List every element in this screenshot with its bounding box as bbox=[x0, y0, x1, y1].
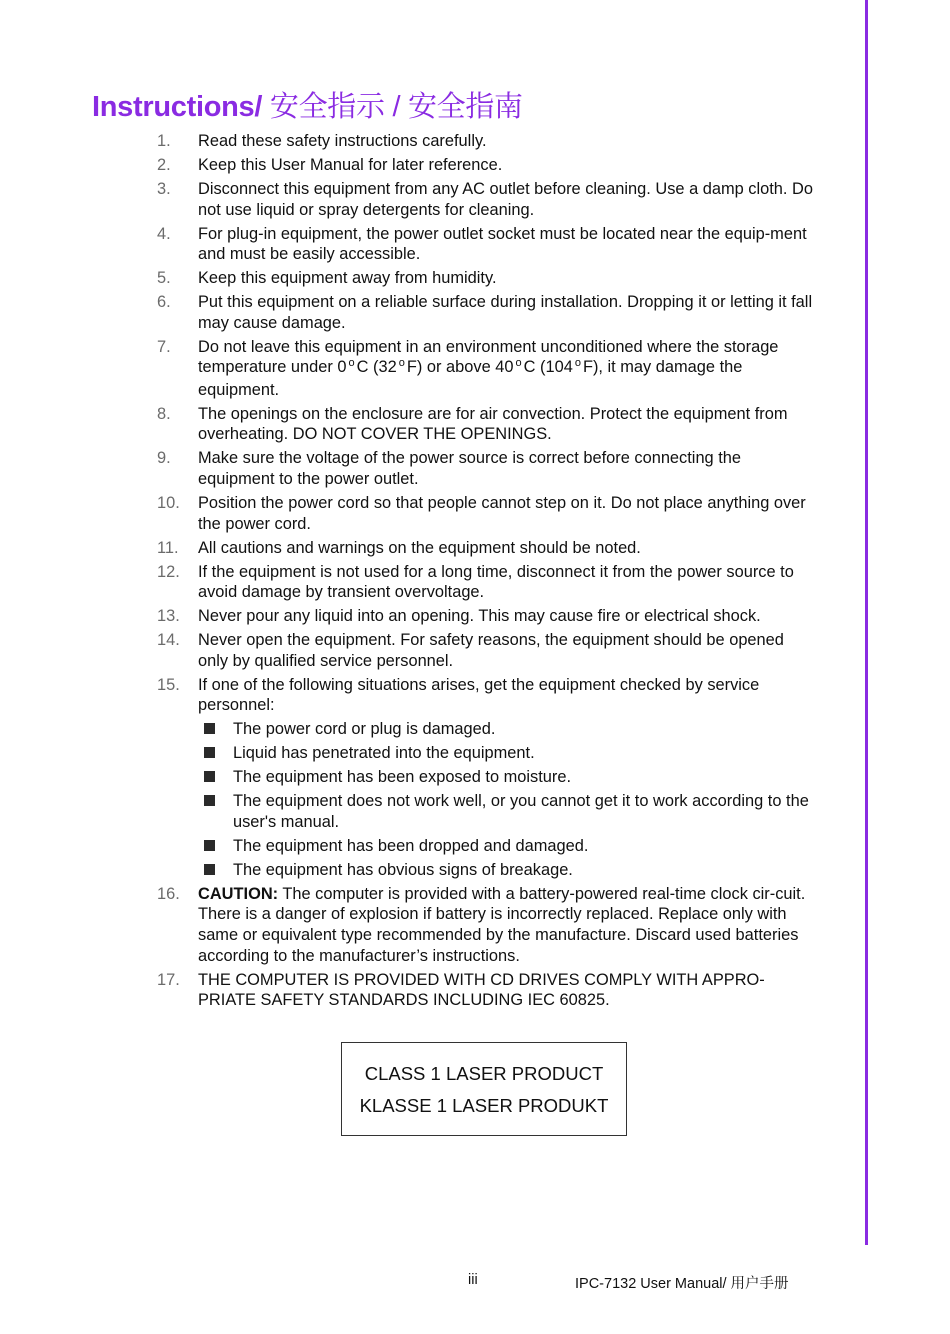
title-cjk: 安全指示 / 安全指南 bbox=[262, 91, 523, 123]
item-number: 15. bbox=[157, 675, 180, 694]
item-text bbox=[198, 884, 817, 966]
sub-item-text: The power cord or plug is damaged. bbox=[233, 720, 496, 739]
list-item bbox=[157, 630, 817, 671]
degree-mark: o bbox=[348, 357, 355, 370]
item-text bbox=[198, 337, 817, 401]
item-number: 12. bbox=[157, 562, 180, 581]
item-number: 8. bbox=[157, 404, 171, 423]
item-text: Keep this equipment away from humidity. bbox=[198, 269, 497, 288]
item-number: 5. bbox=[157, 269, 171, 288]
page-title bbox=[92, 84, 523, 125]
square-bullet-icon bbox=[204, 723, 215, 734]
item-text: All cautions and warnings on the equipment should be noted. bbox=[198, 538, 641, 557]
item-number: 17. bbox=[157, 970, 180, 989]
item-number: 3. bbox=[157, 179, 171, 198]
square-bullet-icon bbox=[204, 795, 215, 806]
item-text-part: C (32 bbox=[356, 358, 397, 377]
item-number: 11. bbox=[157, 538, 179, 557]
list-item bbox=[157, 224, 817, 265]
degree-mark: o bbox=[574, 357, 581, 370]
list-item bbox=[157, 179, 817, 220]
list-item bbox=[157, 131, 817, 152]
title-latin: Instructions/ bbox=[92, 91, 263, 123]
sub-list-item bbox=[198, 836, 817, 857]
sub-item-text: The equipment has been dropped and damaged. bbox=[233, 836, 589, 855]
item-text: If one of the following situations arises, get the equipment checked by service personnel: bbox=[198, 675, 760, 715]
degree-mark: o bbox=[398, 357, 405, 370]
laser-product-label bbox=[341, 1042, 627, 1136]
item-number: 2. bbox=[157, 155, 171, 174]
list-item bbox=[157, 493, 817, 534]
sub-item-text: The equipment has obvious signs of breakage. bbox=[233, 860, 573, 879]
list-item bbox=[157, 268, 817, 289]
item-number: 7. bbox=[157, 337, 171, 356]
item-text: Never pour any liquid into an opening. This may cause fire or electrical shock. bbox=[198, 607, 761, 626]
item-text-part: F) or above 40 bbox=[406, 358, 514, 377]
square-bullet-icon bbox=[204, 747, 215, 758]
list-item bbox=[157, 538, 817, 559]
list-item bbox=[157, 404, 817, 445]
page-number: iii bbox=[468, 1272, 478, 1288]
item-text: THE COMPUTER IS PROVIDED WITH CD DRIVES COMPLY WITH APPRO-PRIATE SAFETY STANDARDS INCLUDING IEC 60825. bbox=[198, 970, 765, 1010]
square-bullet-icon bbox=[204, 840, 215, 851]
caution-label: CAUTION: bbox=[198, 884, 279, 903]
list-item bbox=[157, 448, 817, 489]
item-text: Never open the equipment. For safety reasons, the equipment should be opened only by qualified service personnel. bbox=[198, 631, 784, 670]
item-text: Put this equipment on a reliable surface during installation. Dropping it or letting it fall may cause damage. bbox=[198, 293, 813, 332]
item-number: 14. bbox=[157, 631, 180, 650]
item-text: Keep this User Manual for later reference. bbox=[198, 155, 503, 174]
item-text: Make sure the voltage of the power source is correct before connecting the equipment to the power outlet. bbox=[198, 449, 742, 489]
sub-list-item bbox=[198, 719, 817, 740]
list-item bbox=[157, 675, 817, 881]
laser-class-english: CLASS 1 LASER PRODUCT bbox=[364, 1063, 604, 1084]
item-text: For plug-in equipment, the power outlet socket must be located near the equip-ment and must be easily accessible. bbox=[198, 224, 807, 264]
item-number: 1. bbox=[157, 132, 171, 150]
list-item bbox=[157, 562, 817, 603]
sub-list-item bbox=[198, 743, 817, 764]
item-text: If the equipment is not used for a long time, disconnect it from the power source to avoid damage by transient overvoltage. bbox=[198, 562, 794, 602]
sub-item-text: The equipment has been exposed to moisture. bbox=[233, 768, 572, 787]
list-item bbox=[157, 155, 817, 176]
list-item bbox=[157, 970, 817, 1011]
square-bullet-icon bbox=[204, 771, 215, 782]
item-text-part: F), it may damage the equipment. bbox=[198, 358, 743, 399]
item-text: The openings on the enclosure are for air convection. Protect the equipment from overheating. DO NOT COVER THE OPENINGS. bbox=[198, 404, 788, 444]
item-text: Position the power cord so that people cannot step on it. Do not place anything over the power cord. bbox=[198, 494, 806, 533]
item-number: 13. bbox=[157, 607, 180, 626]
item-text-part: The computer is provided with a battery-powered real-time clock cir-cuit. There is a danger of explosion if battery is incorrectly replaced. Replace only with same or equivalent type recommended by the manufacture. Discard used batteries according to the manufacturer’s instructions. bbox=[198, 884, 806, 965]
sub-list-item bbox=[198, 791, 817, 832]
sub-list-item bbox=[198, 767, 817, 788]
sub-list-item bbox=[198, 860, 817, 881]
list-item bbox=[157, 606, 817, 627]
footer-manual-title: IPC-7132 User Manual/ 用户手册 bbox=[575, 1276, 789, 1292]
degree-mark: o bbox=[515, 357, 522, 370]
right-margin-rule bbox=[865, 0, 868, 1245]
list-item bbox=[157, 884, 817, 966]
list-item bbox=[157, 292, 817, 333]
item-text-part: C (104 bbox=[523, 358, 573, 377]
square-bullet-icon bbox=[204, 864, 215, 875]
item-number: 10. bbox=[157, 494, 180, 513]
laser-class-german: KLASSE 1 LASER PRODUKT bbox=[359, 1095, 609, 1116]
sub-item-text: The equipment does not work well, or you cannot get it to work according to the user's manual. bbox=[233, 792, 809, 831]
item-body bbox=[198, 675, 817, 881]
item-text: Disconnect this equipment from any AC outlet before cleaning. Use a damp cloth. Do not use liquid or spray detergents for cleaning. bbox=[198, 179, 813, 219]
item-number: 9. bbox=[157, 449, 171, 468]
item-text-part: Do not leave this equipment in an environment unconditioned where the storage temperature under 0 bbox=[198, 337, 779, 377]
item-number: 4. bbox=[157, 224, 171, 243]
sub-item-text: Liquid has penetrated into the equipment. bbox=[233, 744, 535, 763]
safety-instructions-list bbox=[157, 131, 817, 1014]
item-number: 6. bbox=[157, 293, 171, 312]
list-item bbox=[157, 337, 817, 401]
item-text: Read these safety instructions carefully. bbox=[198, 132, 487, 150]
item-number: 16. bbox=[157, 884, 180, 903]
